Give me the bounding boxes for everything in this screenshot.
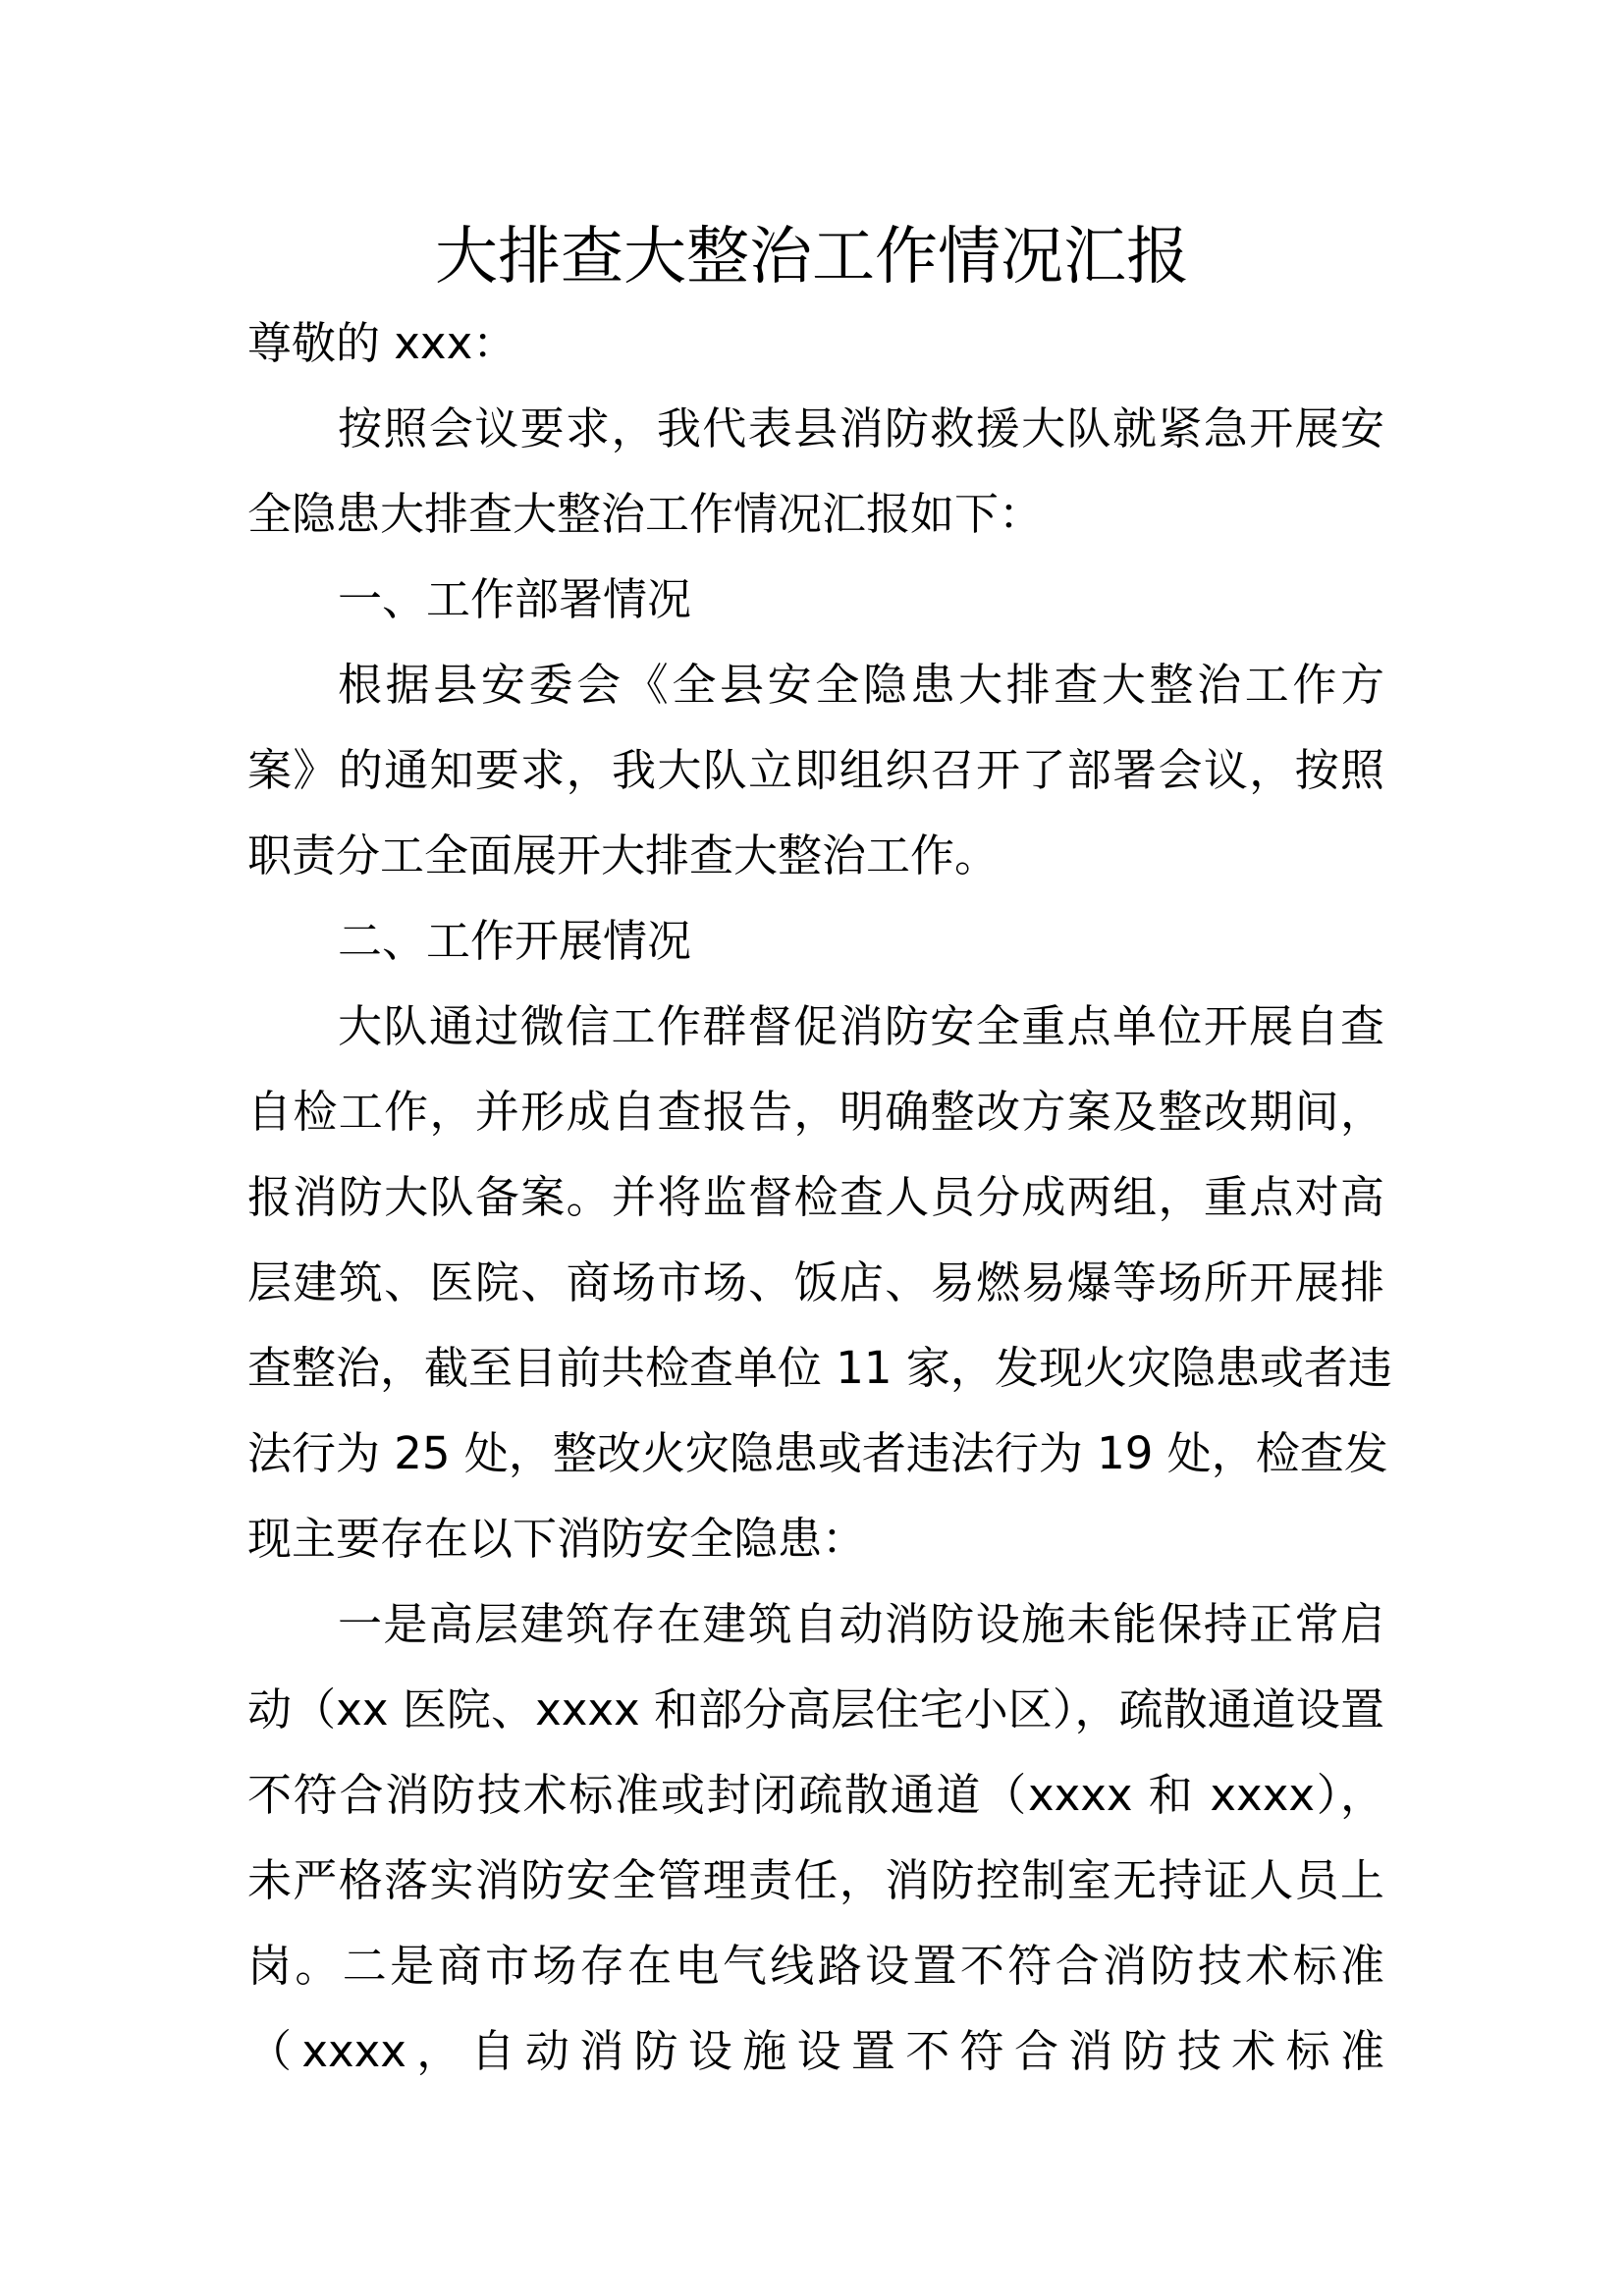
- paragraph-line: 未严格落实消防安全管理责任，消防控制室无持证人员上: [247, 1854, 1384, 1906]
- paragraph-line: 层建筑、医院、商场市场、饭店、易燃易爆等场所开展排: [247, 1256, 1384, 1308]
- paragraph-line: 大队通过微信工作群督促消防安全重点单位开展自查: [338, 1000, 1384, 1052]
- document-title: 大排查大整治工作情况汇报: [435, 221, 1189, 294]
- paragraph-line: 不符合消防技术标准或封闭疏散通道（xxxx 和 xxxx），: [247, 1769, 1384, 1821]
- paragraph-line: 自检工作，并形成自查报告，明确整改方案及整改期间，: [247, 1086, 1384, 1138]
- paragraph-line: （xxxx，自动消防设施设置不符合消防技术标准: [247, 2025, 1384, 2077]
- paragraph-line: 动（xx 医院、xxxx 和部分高层住宅小区），疏散通道设置: [247, 1683, 1384, 1735]
- paragraph-line: 一是高层建筑存在建筑自动消防设施未能保持正常启: [338, 1598, 1384, 1650]
- section-heading: 一、工作部署情况: [338, 573, 692, 625]
- paragraph-line: 岗。二是商市场存在电气线路设置不符合消防技术标准: [247, 1940, 1384, 1992]
- paragraph-line: 现主要存在以下消防安全隐患：: [247, 1513, 867, 1565]
- paragraph-line: 按照会议要求，我代表县消防救援大队就紧急开展安: [338, 402, 1384, 454]
- paragraph-line: 查整治，截至目前共检查单位 11 家，发现火灾隐患或者违: [247, 1342, 1392, 1394]
- paragraph-line: 根据县安委会《全县安全隐患大排查大整治工作方: [338, 659, 1384, 711]
- paragraph-line: 法行为 25 处，整改火灾隐患或者违法行为 19 处，检查发: [247, 1427, 1388, 1479]
- section-heading: 二、工作开展情况: [338, 915, 692, 967]
- paragraph-line: 职责分工全面展开大排查大整治工作。: [247, 829, 1000, 881]
- paragraph-line: 报消防大队备案。并将监督检查人员分成两组，重点对高: [247, 1171, 1384, 1223]
- paragraph-line: 全隐患大排查大整治工作情况汇报如下：: [247, 488, 1044, 540]
- salutation: 尊敬的 xxx：: [247, 317, 517, 369]
- paragraph-line: 案》的通知要求，我大队立即组织召开了部署会议，按照: [247, 744, 1384, 796]
